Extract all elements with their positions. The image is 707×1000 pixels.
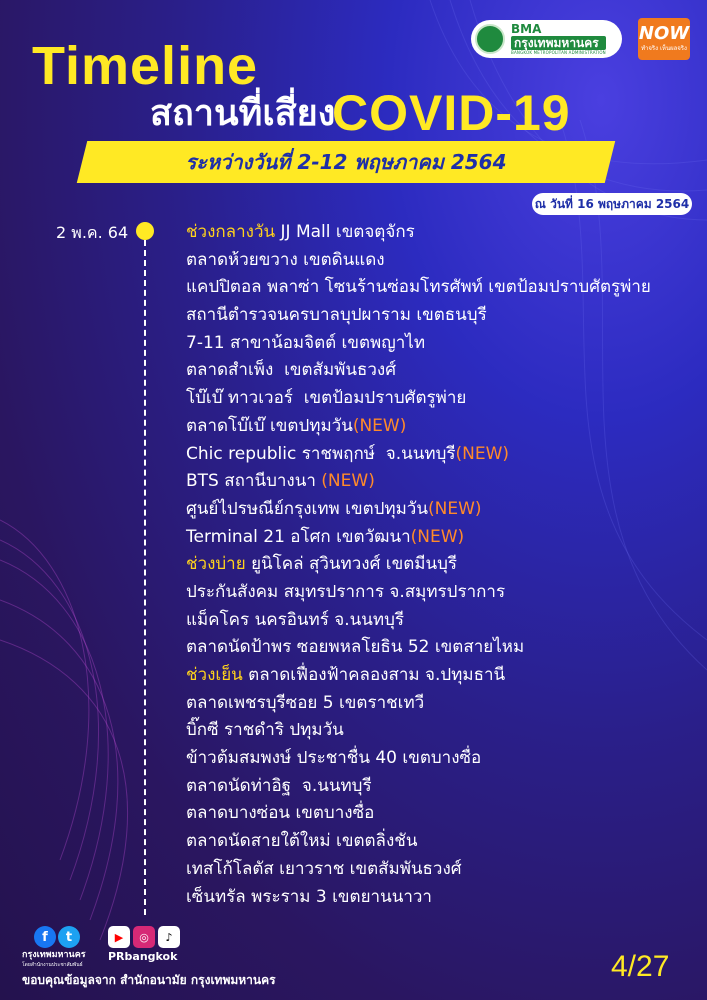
timeline-item [186,579,651,607]
timeline-item [186,330,651,358]
timeline-item [186,551,651,579]
location-text: ตลาดเพชรบุรีซอย 5 เขตราชเทวี [186,692,425,713]
timeline-item [186,219,651,247]
timeline-item [186,828,651,856]
new-badge: (NEW) [455,443,510,464]
location-text: ตลาดโบ๊เบ๊ เขตปทุมวัน [186,415,353,436]
timeline-list [186,219,651,911]
location-text: ตลาดนัดป้าพร ซอยพหลโยธิน 52 เขตสายไหม [186,637,525,658]
timeline-date: 2 พ.ค. 64 [56,223,129,242]
now-logo [638,18,690,60]
subtitle-covid: COVID-19 [332,85,571,141]
location-text: บิ๊กซี ราชดำริ ปทุมวัน [186,720,344,741]
location-text: ตลาดนัดสายใต้ใหม่ เขตตลิ่งชัน [186,831,418,852]
pr-social-icons [108,926,180,948]
timeline-item [186,247,651,275]
date-range-text: ระหว่างวันที่ 2-12 พฤษภาคม 2564 [185,150,507,174]
timeline-item [186,634,651,662]
timeline-item [186,773,651,801]
time-of-day-label: ช่วงบ่าย [186,554,246,575]
timeline-item [186,717,651,745]
location-text: ตลาดนัดท่าอิฐ จ.นนทบุรี [186,775,372,796]
time-of-day-label: ช่วงเย็น [186,665,243,685]
location-text: ข้าวต้มสมพงษ์ ประชาชื่น 40 เขตบางซื่อ [186,748,482,769]
timeline-dot [136,222,154,240]
timeline-item [186,607,651,635]
new-badge: (NEW) [352,415,407,436]
timeline-item [186,357,651,385]
now-logo-title: NOW [638,23,690,44]
timeline-item [186,468,651,496]
location-text: สถานีตำรวจนครบาลบุปผาราม เขตธนบุรี [186,305,487,326]
location-text: โบ๊เบ๊ ทาวเวอร์ เขตป้อมปราบศัตรูพ่าย [186,388,467,409]
timeline-item [186,302,651,330]
timeline-item [186,441,651,469]
page-number: 4/27 [611,950,670,983]
bma-logo-text: BMA [511,22,542,36]
new-badge: (NEW) [321,471,375,492]
org-name: กรุงเทพมหานคร [22,950,86,960]
page-title: Timeline [32,36,259,96]
location-text: เซ็นทรัล พระราม 3 เขตยานนาวา [186,886,432,907]
timeline-item [186,884,651,912]
social-handle: PRbangkok [108,950,178,963]
location-text: ตลาดเฟื่องฟ้าคลองสาม จ.ปทุมธานี [242,665,506,685]
credit-text: ขอบคุณข้อมูลจาก สำนักอนามัย กรุงเทพมหานคร [22,973,276,987]
timeline-item [186,745,651,773]
subtitle-thai: สถานที่เสี่ยง [150,93,336,134]
org-social-icons [34,926,80,948]
location-text: ตลาดห้วยขวาง เขตดินแดง [186,249,385,270]
time-of-day-label: ช่วงกลางวัน [186,222,276,242]
youtube-icon[interactable]: ▶ [108,926,130,948]
timeline-item [186,800,651,828]
bma-logo-sub: BANGKOK METROPOLITAN ADMINISTRATION [511,50,606,55]
location-text: JJ Mall เขตจตุจักร [275,222,415,242]
location-text: แม็คโคร นครอินทร์ จ.นนทบุรี [186,609,405,630]
timeline-item [186,274,651,302]
location-text: BTS สถานีบางนา [186,471,322,492]
facebook-icon[interactable]: f [34,926,56,948]
timeline-item [186,413,651,441]
org-subtitle: โดยสำนักงานประชาสัมพันธ์ [22,962,83,968]
location-text: เทสโก้โลตัส เยาวราช เขตสัมพันธวงศ์ [186,858,462,879]
timeline-item [186,662,651,690]
timeline-item [186,524,651,552]
instagram-icon[interactable]: ◎ [133,926,155,948]
timeline-item [186,385,651,413]
new-badge: (NEW) [427,498,482,519]
timeline-item [186,856,651,884]
tiktok-icon[interactable]: ♪ [158,926,180,948]
location-text: ศูนย์ไปรษณีย์กรุงเทพ เขตปทุมวัน [186,498,428,519]
location-text: ตลาดสำเพ็ง เขตสัมพันธวงศ์ [186,360,396,381]
location-text: แคปปิตอล พลาซ่า โซนร้านซ่อมโทรศัพท์ เขตป้อมปราบศัตรูพ่าย [186,277,651,298]
location-text: ยูนิโคล่ สุวินทวงศ์ เขตมีนบุรี [245,554,458,575]
location-text: ตลาดบางซ่อน เขตบางซื่อ [186,803,375,824]
bma-logo [471,20,622,58]
timeline-item [186,690,651,718]
as-of-badge: ณ วันที่ 16 พฤษภาคม 2564 [532,193,692,215]
bma-logo-thai: กรุงเทพมหานคร [511,36,606,50]
location-text: Terminal 21 อโศก เขตวัฒนา [186,526,411,547]
timeline-item [186,496,651,524]
bma-seal-icon [475,24,505,54]
twitter-icon[interactable]: t [58,926,80,948]
location-text: 7-11 สาขาน้อมจิตต์ เขตพญาไท [186,332,426,353]
new-badge: (NEW) [410,526,465,547]
location-text: ประกันสังคม สมุทรปราการ จ.สมุทรปราการ [186,581,506,602]
location-text: Chic republic ราชพฤกษ์ จ.นนทบุรี [186,443,456,464]
now-logo-sub: ทำจริง เห็นผลจริง [641,45,687,52]
timeline-line [144,240,146,915]
